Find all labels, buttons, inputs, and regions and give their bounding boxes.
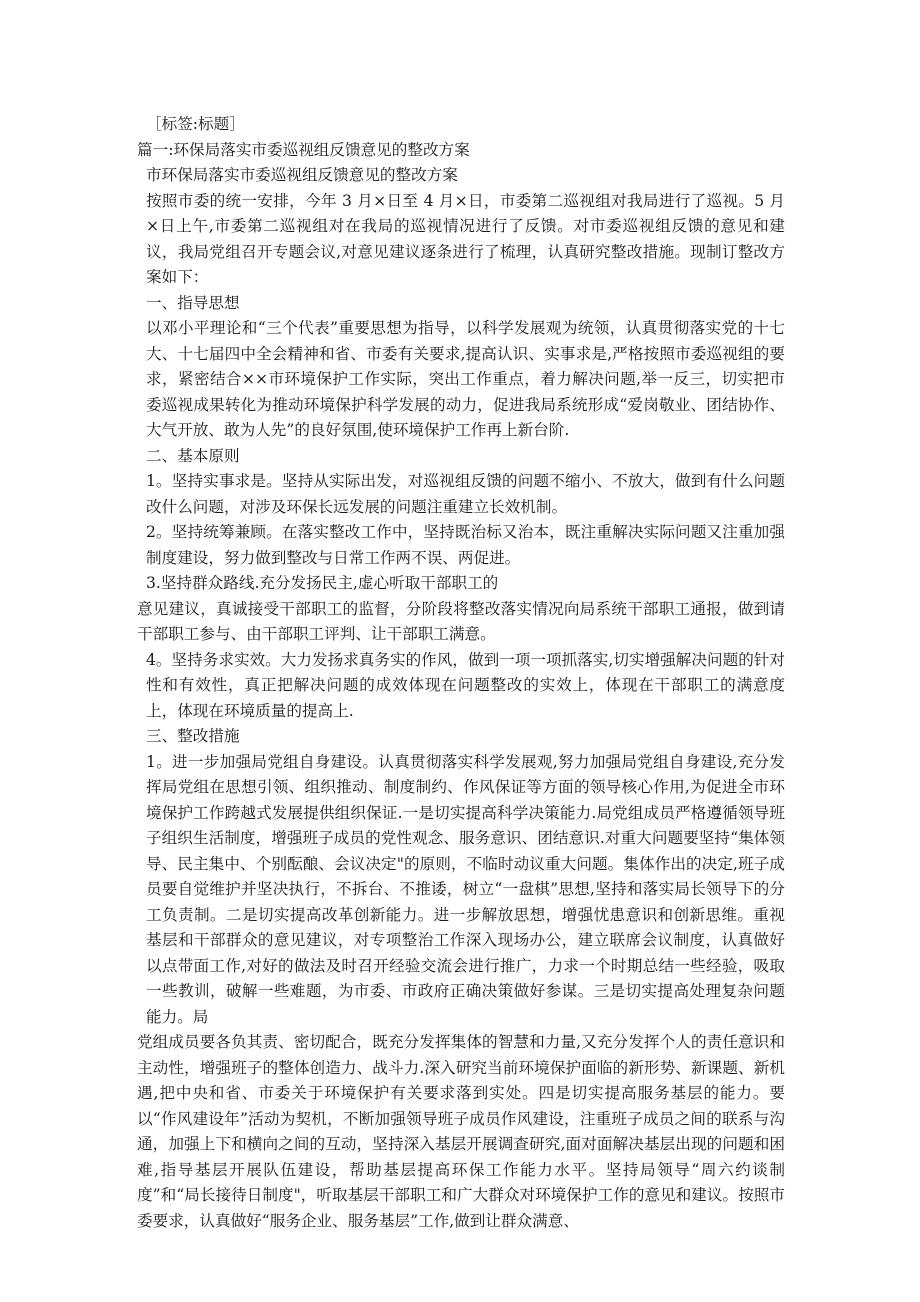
paragraph: 篇一:环保局落实市委巡视组反馈意见的整改方案 [137,140,470,159]
paragraph: 市环保局落实市委巡视组反馈意见的整改方案 [146,166,458,184]
paragraph: 4。坚持务求实效。大力发扬求真务实的作风，做到一项一项抓落实,切实增强解决问题的针对性和有效性，真正把解决问题的成效体现在问题整改的实效上，体现在干部职工的满意度上，体现在环境质量的提高上. [146,650,785,720]
paragraph: 1。进一步加强局党组自身建设。认真贯彻落实科学发展观,努力加强局党组自身建设,充分发挥局党组在思想引领、组织推动、制度制约、作风保证等方面的领导核心作用,为促进全市环境保护工作跨越式发展提供组织保证.一是切实提高科学决策能力.局党组成员严格遵循领导班子组织生活制度，增强班子成员的党性观念、服务意识、团结意识.对重大问题要坚持“集体领导、民主集中、个别酝酿、会议决定"的原则，不临时动议重大问题。集体作出的决定,班子成员要自觉维护并坚决执行，不拆台、不推诿，树立“一盘棋”思想,坚持和落实局长领导下的分工负责制。二是切实提高改革创新能力。进一步解放思想，增强忧患意识和创新思维。重视基层和干部群众的意见建议，对专项整治工作深入现场办公，建立联席会议制度，认真做好以点带面工作,对好的做法及时召开经验交流会进行推广，力求一个时期总结一些经验，吸取一些教训，破解一些难题，为市委、市政府正确决策做好参谋。三是切实提高处理复杂问题能力。局 [146,752,785,1026]
paragraph: 2。坚持统筹兼顾。在落实整改工作中，坚持既治标又治本，既注重解决实际问题又注重加强制度建设，努力做到整改与日常工作两不误、两促进。 [146,523,785,567]
paragraph: ［标签:标题］ [146,115,245,133]
paragraph: 1。坚持实事求是。坚持从实际出发，对巡视组反馈的问题不缩小、不放大，做到有什么问题改什么问题，对涉及环保长远发展的问题注重建立长效机制。 [146,472,785,516]
paragraph: 按照市委的统一安排，今年 3 月×日至 4 月×日，市委第二巡视组对我局进行了巡视。5 月×日上午,市委第二巡视组对在我局的巡视情况进行了反馈。对市委巡视组反馈的意见和建议，我局党组召开专题会议,对意见建议逐条进行了梳理，认真研究整改措施。现制订整改方案如下： [146,191,785,286]
paragraph: 二、基本原则 [146,446,240,465]
paragraph: 三、整改措施 [146,727,240,745]
paragraph: 意见建议，真诚接受干部职工的监督，分阶段将整改落实情况向局系统干部职工通报，做到请干部职工参与、由干部职工评判、让干部职工满意。 [137,599,785,643]
paragraph: 党组成员要各负其责、密切配合，既充分发挥集体的智慧和力量,又充分发挥个人的责任意识和主动性，增强班子的整体创造力、战斗力.深入研究当前环境保护面临的新形势、新课题、新机遇,把中央和省、市委关于环境保护有关要求落到实处。四是切实提高服务基层的能力。要以“作风建设年”活动为契机，不断加强领导班子成员作风建设，注重班子成员之间的联系与沟通，加强上下和横向之间的互动，坚持深入基层开展调查研究,面对面解决基层出现的问题和困难,指导基层开展队伍建设，帮助基层提高环保工作能力水平。坚持局领导“周六约谈制度”和“局长接待日制度"，听取基层干部职工和广大群众对环境保护工作的意见和建议。按照市委要求，认真做好“服务企业、服务基层”工作,做到让群众满意、 [137,1033,785,1230]
document-body [137,112,785,1234]
paragraph: 以邓小平理论和“三个代表”重要思想为指导，以科学发展观为统领，认真贯彻落实党的十七大、十七届四中全会精神和省、市委有关要求,提高认识、实事求是,严格按照市委巡视组的要求，紧密结合××市环境保护工作实际，突出工作重点，着力解决问题,举一反三，切实把市委巡视成果转化为推动环境保护科学发展的动力，促进我局系统形成“爱岗敬业、团结协作、大气开放、敢为人先”的良好氛围,使环境保护工作再上新台阶. [146,319,785,439]
paragraph: 一、指导思想 [146,293,240,312]
paragraph: 3.坚持群众路线.充分发扬民主,虚心听取干部职工的 [146,574,499,592]
